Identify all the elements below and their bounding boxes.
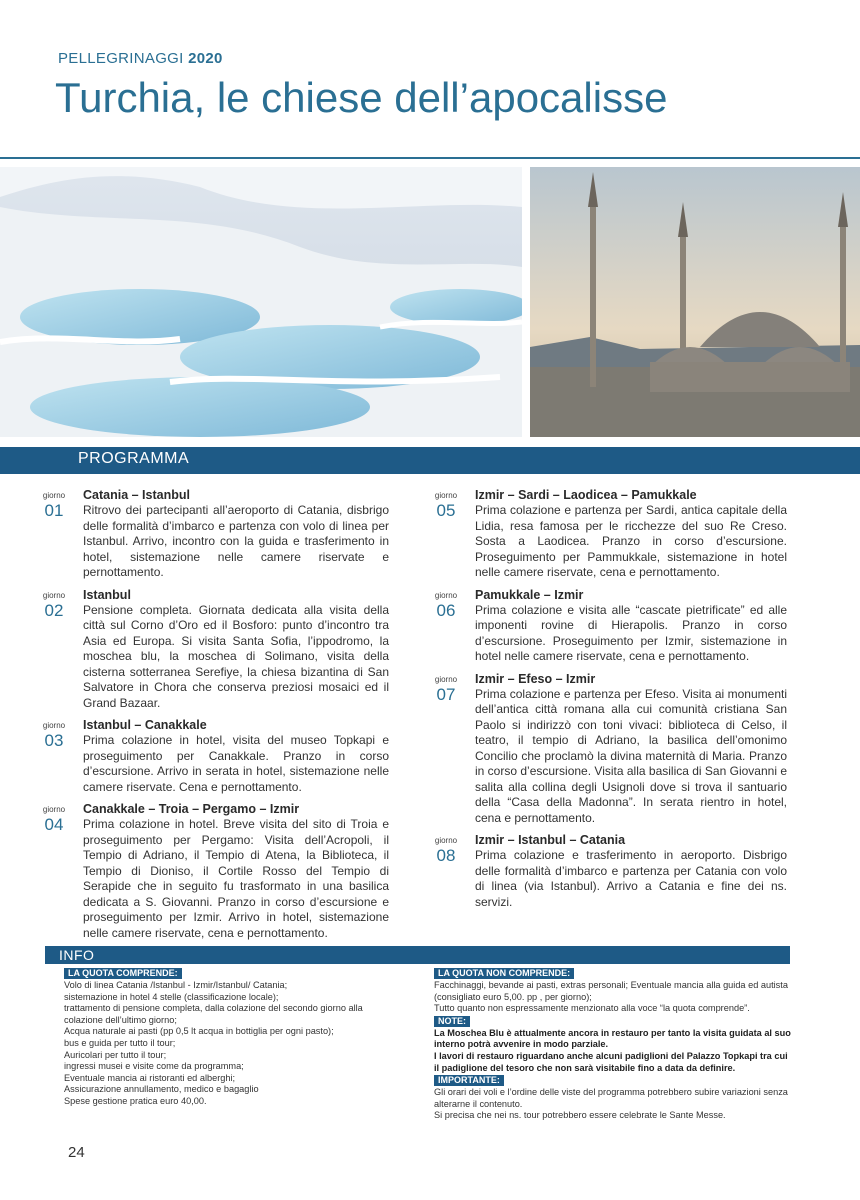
day-title: Catania – Istanbul [83, 488, 190, 502]
kicker-year: 2020 [188, 50, 223, 67]
pamukkale-photo [0, 167, 522, 437]
blue-mosque-photo [530, 167, 860, 437]
day-text: Prima colazione e trasferimento in aeroporto. Disbrigo delle formalità d’imbarco e partenza per Catania con volo di linea (via Istanbul). Arrivo a Catania e fine dei ns. servizi. [475, 848, 787, 909]
day-word: giorno [42, 721, 66, 730]
important-item: Gli orari dei voli e l’ordine delle viste del programma potrebbero subire variazioni senza alterarne il contenuto. [434, 1087, 788, 1109]
include-item: Spese gestione pratica euro 40,00. [64, 1095, 207, 1106]
day-word: giorno [42, 590, 66, 600]
day-title: Izmir – Sardi – Laodicea – Pamukkale [475, 488, 697, 502]
header-divider [0, 157, 860, 159]
include-item: Volo di linea Catania /Istanbul - Izmir/Istanbul/ Catania; [64, 980, 288, 990]
day-text: Pensione completa. Giornata dedicata alla visita della città sul Corno d’Oro ed il Bosforo: punto d’incontro tra Asia ed Europa. Si visita Santa Sofia, l’ippodromo, la moschea blu, la moschea di Solimano, visita della cisterna sotterranea Serefiye, la chiesa bizantina di San Salvatore in Chora che conserva preziosi mosaici ed il Grand Bazaar. [83, 602, 389, 710]
include-item: Acqua naturale ai pasti (pp 0,5 lt acqua in bottiglia per ogni pasto); [64, 1026, 334, 1037]
day-word: giorno [434, 674, 458, 684]
day-block [429, 488, 787, 581]
day-number: 04 [44, 815, 64, 834]
day-title: Canakkale – Troia – Pergamo – Izmir [83, 802, 300, 816]
day-block [37, 588, 389, 712]
include-item: Eventuale mancia ai ristoranti ed alberghi; [64, 1072, 236, 1083]
important-item: Si precisa che nei ns. tour potrebbero essere celebrate le Sante Messe. [434, 1110, 726, 1121]
info-band [45, 946, 790, 964]
exclude-item: Facchinaggi, bevande ai pasti, extras personali; Eventuale mancia alla guida ed autista (consigliato euro 5,00. pp , per giorno); [434, 980, 788, 1002]
important-label: IMPORTANTE: [434, 1075, 504, 1086]
day-number: 08 [436, 846, 456, 865]
day-block [37, 488, 389, 581]
day-word: giorno [42, 805, 66, 814]
day-word: giorno [434, 590, 458, 600]
info-includes [64, 967, 396, 1108]
include-item: bus e guida per tutto il tour; [64, 1037, 176, 1048]
day-block [429, 588, 787, 665]
program-column-right [429, 488, 787, 917]
day-title: Izmir – Efeso – Izmir [475, 671, 596, 686]
include-item: trattamento di pensione completa, dalla colazione del secondo giorno alla colazione dell’ultimo giorno; [64, 1003, 363, 1025]
page-number: 24 [68, 1144, 85, 1161]
day-title: Pamukkale – Izmir [475, 587, 584, 602]
day-title: Izmir – Istanbul – Catania [475, 833, 626, 847]
program-band [0, 447, 860, 474]
program-column-left [37, 488, 389, 948]
note-label: NOTE: [434, 1016, 470, 1027]
day-number: 02 [44, 600, 64, 620]
day-number: 06 [436, 600, 456, 620]
day-word: giorno [434, 836, 458, 845]
day-block [429, 672, 787, 827]
include-item: ingressi musei e visite come da programma; [64, 1061, 244, 1072]
include-item: Auricolari per tutto il tour; [64, 1049, 167, 1060]
kicker-prefix: PELLEGRINAGGI [58, 50, 184, 67]
include-item: sistemazione in hotel 4 stelle (classificazione locale); [64, 991, 279, 1002]
day-title: Istanbul – Canakkale [83, 718, 207, 732]
day-word: giorno [434, 491, 458, 500]
day-number: 01 [44, 501, 64, 520]
day-text: Prima colazione in hotel. Breve visita del sito di Troia e proseguimento per Pergamo: Visita dell’Acropoli, il Tempio di Adriano, il Tempio di Atena, la Biblioteca, il Tempio di Dioniso, il Cortile Rosso del Tempio di Serapide che in seguito fu trasformato in una basilica dedicata a S. Giovanni. Pranzo in corso d’escursione e proseguimento per Izmir. Arrivo in hotel, sistemazione nelle camere riservate, cena e pernottamento. [83, 817, 389, 940]
day-block [429, 833, 787, 910]
section-kicker [58, 50, 223, 67]
exclude-item: Tutto quanto non espressamente menzionato alla voce “la quota comprende”. [434, 1003, 750, 1014]
include-item: Assicurazione annullamento, medico e bagaglio [64, 1084, 259, 1095]
day-text: Prima colazione e partenza per Sardi, antica capitale della Lidia, resa famosa per le ricchezze del suo Re Creso. Sosta a Laodicea. Pranzo in corso d’escursione. Proseguimento per Pammukkale, sistemazione in hotel nelle camere riservate, cena e pernottamento. [475, 503, 787, 579]
info-notes [434, 967, 792, 1122]
day-title: Istanbul [83, 587, 131, 602]
page-title: Turchia, le chiese dell’apocalisse [55, 74, 668, 121]
info-label: INFO [59, 947, 95, 963]
day-text: Prima colazione e partenza per Efeso. Visita ai monumenti dell’antica città romana alla cui comunità cristiana San Paolo si indirizzò con toni vivaci: biblioteca di Celso, il teatro, il tempio di Adriano, la basilica dell’omonimo Concilio che proclamò la divina maternità di Maria. Pranzo in corso d’escursione. Visita alla basilica di San Giovanni e salita alla collina degli Usignoli dove si trova il santuario della “Casa della Madonna”. In serata rientro in hotel, cena e pernottamento. [475, 686, 787, 825]
day-text: Prima colazione in hotel, visita del museo Topkapi e proseguimento per Canakkale. Pranzo in corso d’escursione. Arrivo in serata in hotel, sistemazione nelle camere riservate. Cena e pernottamento. [83, 733, 389, 794]
note-item: I lavori di restauro riguardano anche alcuni padiglioni del Palazzo Topkapi tra cui il padiglione del tesoro che non sarà visitabile fino a data da definire. [434, 1050, 788, 1073]
day-number: 03 [44, 731, 64, 750]
day-block [37, 802, 389, 941]
day-word: giorno [42, 491, 66, 500]
day-text: Prima colazione e visita alle “cascate pietrificate” ed alle imponenti rovine di Hierapolis. Pranzo in corso d’escursione. Proseguimento per Izmir, sistemazione in hotel nelle camere riservate, cena e pernottamento. [475, 602, 787, 663]
day-block [37, 718, 389, 795]
excludes-label: LA QUOTA NON COMPRENDE: [434, 968, 574, 979]
day-number: 05 [436, 501, 456, 520]
day-text: Ritrovo dei partecipanti all’aeroporto di Catania, disbrigo delle formalità d’imbarco e partenza con volo di linea per Istanbul. Arrivo, incontro con la guida e trasferimento in hotel, sistemazione nelle camere riservate e pernottamento. [83, 503, 389, 579]
includes-label: LA QUOTA COMPRENDE: [64, 968, 182, 979]
program-label: PROGRAMMA [78, 450, 190, 467]
note-item: La Moschea Blu è attualmente ancora in restauro per tanto la visita guidata al suo interno potrà avvenire in modo parziale. [434, 1027, 791, 1050]
day-number: 07 [436, 684, 456, 704]
